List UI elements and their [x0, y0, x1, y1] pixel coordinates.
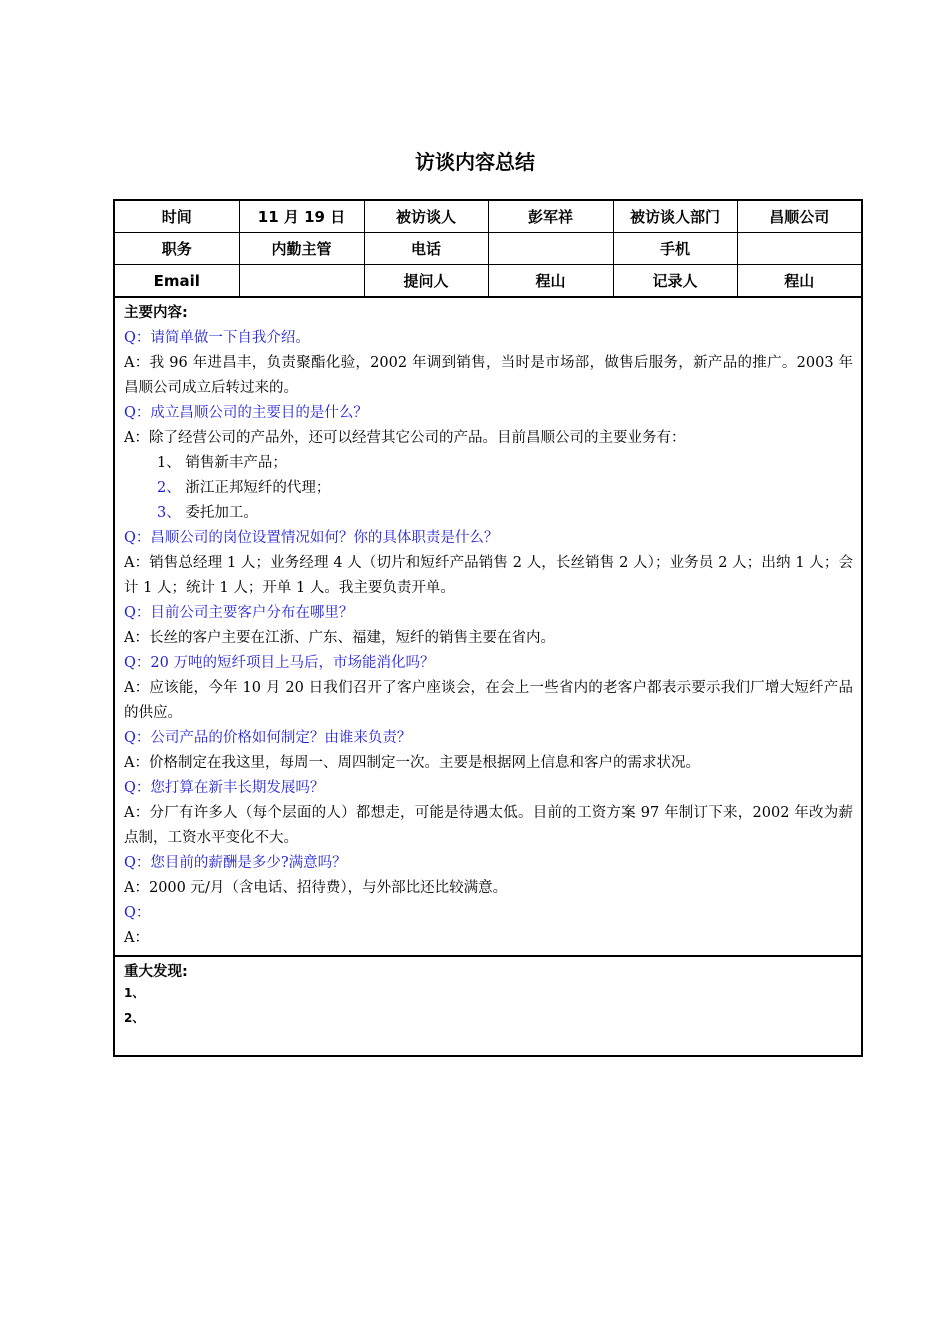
email-label: Email [115, 265, 239, 298]
list-number: 1、 [157, 455, 181, 471]
recorder-label: 记录人 [613, 265, 737, 298]
finding-item-1: 1、 [124, 986, 145, 1000]
page-title: 访谈内容总结 [415, 150, 535, 174]
department-value: 昌顺公司 [737, 201, 861, 233]
position-label: 职务 [115, 233, 239, 265]
answer-9: A： [124, 930, 149, 946]
mobile-label: 手机 [613, 233, 737, 265]
interview-info-table [115, 201, 861, 298]
list-number: 3、 [157, 505, 181, 521]
question-9: Q： [124, 905, 151, 921]
question-5: Q：20 万吨的短纤项目上马后，市场能消化吗？ [124, 655, 435, 671]
time-label: 时间 [115, 201, 239, 233]
interview-sheet [113, 199, 863, 1057]
position-value: 内勤主管 [239, 233, 364, 265]
department-label: 被访谈人部门 [613, 201, 737, 233]
answer-1: A：我 96 年进昌丰，负责聚酯化验，2002 年调到销售，当时是市场部，做售后服务，新产品的推广。2003 年昌顺公司成立后转过来的。 [124, 355, 853, 396]
key-findings-section [115, 955, 861, 1055]
list-text: 销售新丰产品； [185, 455, 287, 471]
list-text: 浙江正邦短纤的代理； [185, 480, 331, 496]
interviewee-value: 彭军祥 [488, 201, 613, 233]
question-1: Q：请简单做一下自我介绍。 [124, 330, 310, 346]
list-text: 委托加工。 [185, 505, 258, 521]
interviewee-label: 被访谈人 [364, 201, 488, 233]
info-row-1 [115, 201, 861, 233]
answer-6: A：价格制定在我这里，每周一、周四制定一次。主要是根据网上信息和客户的需求状况。 [124, 755, 700, 771]
answer-7: A：分厂有许多人（每个层面的人）都想走，可能是待遇太低。目前的工资方案 97 年制订下来，2002 年改为薪点制，工资水平变化不大。 [124, 805, 853, 846]
answer-5: A：应该能，今年 10 月 20 日我们召开了客户座谈会，在会上一些省内的老客户都表示要示我们厂增大短纤产品的供应。 [124, 680, 853, 721]
time-value: 11 月 19 日 [239, 201, 364, 233]
questioner-value: 程山 [488, 265, 613, 298]
main-content-section [115, 298, 861, 955]
list-number: 2、 [157, 480, 181, 496]
question-6: Q：公司产品的价格如何制定？由谁来负责？ [124, 730, 412, 746]
phone-label: 电话 [364, 233, 488, 265]
finding-item-2: 2、 [124, 1011, 145, 1025]
answer-3: A：销售总经理 1 人；业务经理 4 人（切片和短纤产品销售 2 人，长丝销售 2 人）；业务员 2 人；出纳 1 人；会计 1 人；统计 1 人；开单 1 人。我主要负责开单。 [124, 555, 853, 596]
mobile-value [737, 233, 861, 265]
question-4: Q：目前公司主要客户分布在哪里？ [124, 605, 354, 621]
email-value [239, 265, 364, 298]
info-row-2 [115, 233, 861, 265]
info-row-3 [115, 265, 861, 298]
key-findings-heading: 重大发现: [124, 964, 188, 980]
phone-value [488, 233, 613, 265]
business-list-item-3 [124, 501, 853, 526]
business-list-item-1 [124, 451, 853, 476]
question-2: Q：成立昌顺公司的主要目的是什么？ [124, 405, 368, 421]
recorder-value: 程山 [737, 265, 861, 298]
question-3: Q：昌顺公司的岗位设置情况如何？你的具体职责是什么？ [124, 530, 499, 546]
main-content-heading: 主要内容: [124, 305, 188, 321]
answer-2: A：除了经营公司的产品外，还可以经营其它公司的产品。目前昌顺公司的主要业务有： [124, 430, 686, 446]
questioner-label: 提问人 [364, 265, 488, 298]
question-7: Q：您打算在新丰长期发展吗？ [124, 780, 325, 796]
answer-8: A：2000 元/月（含电话、招待费），与外部比还比较满意。 [124, 880, 508, 896]
question-8: Q：您目前的薪酬是多少?满意吗？ [124, 855, 347, 871]
answer-4: A：长丝的客户主要在江浙、广东、福建，短纤的销售主要在省内。 [124, 630, 555, 646]
business-list-item-2 [124, 476, 853, 501]
